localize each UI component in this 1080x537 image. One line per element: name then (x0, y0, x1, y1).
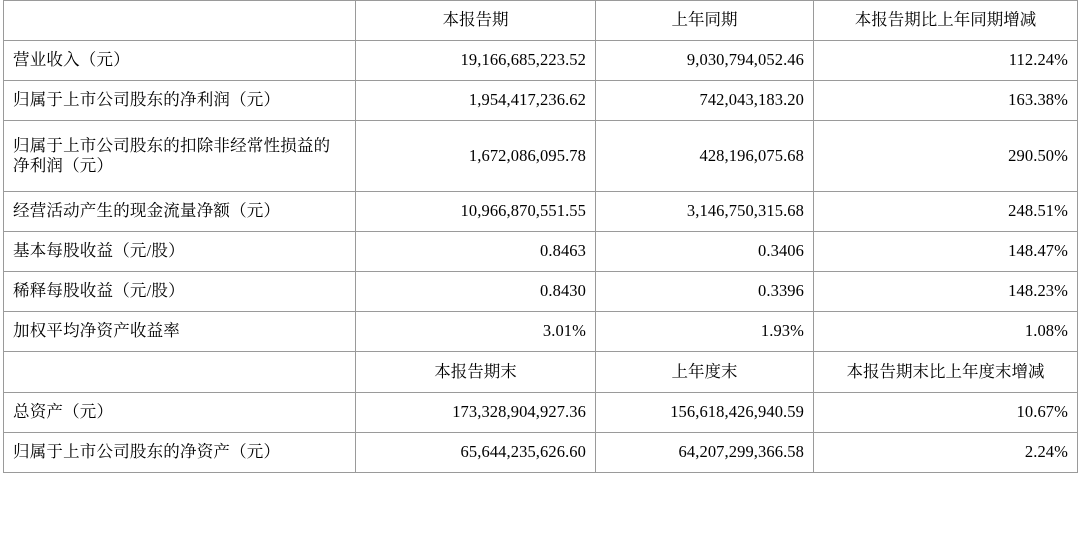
row-value-previous: 1.93% (596, 312, 814, 352)
row-value-change: 148.47% (814, 232, 1078, 272)
row-label: 归属于上市公司股东的净利润（元） (4, 81, 356, 121)
row-value-change: 10.67% (814, 393, 1078, 433)
row-value-current: 3.01% (356, 312, 596, 352)
table-header-row-balance (4, 352, 1078, 393)
table-row (4, 121, 1078, 192)
row-value-change: 112.24% (814, 41, 1078, 81)
table-row (4, 272, 1078, 312)
header-cell-current-period-end: 本报告期末 (356, 352, 596, 393)
row-value-previous: 9,030,794,052.46 (596, 41, 814, 81)
row-label: 基本每股收益（元/股） (4, 232, 356, 272)
row-value-previous: 0.3406 (596, 232, 814, 272)
row-value-previous: 428,196,075.68 (596, 121, 814, 192)
row-value-previous: 156,618,426,940.59 (596, 393, 814, 433)
row-label: 总资产（元） (4, 393, 356, 433)
table-row (4, 192, 1078, 232)
header-cell-prior-year-end: 上年度末 (596, 352, 814, 393)
table-row (4, 312, 1078, 352)
header-cell-period-end-change: 本报告期末比上年度末增减 (814, 352, 1078, 393)
row-value-change: 290.50% (814, 121, 1078, 192)
table-row (4, 41, 1078, 81)
row-value-change: 2.24% (814, 433, 1078, 473)
header-cell-prior-period: 上年同期 (596, 1, 814, 41)
row-value-current: 173,328,904,927.36 (356, 393, 596, 433)
row-value-current: 0.8463 (356, 232, 596, 272)
table-row (4, 81, 1078, 121)
table-row (4, 433, 1078, 473)
row-value-current: 0.8430 (356, 272, 596, 312)
row-value-current: 19,166,685,223.52 (356, 41, 596, 81)
header-cell-period-change: 本报告期比上年同期增减 (814, 1, 1078, 41)
row-label: 加权平均净资产收益率 (4, 312, 356, 352)
row-value-current: 1,954,417,236.62 (356, 81, 596, 121)
table-header-row-period (4, 1, 1078, 41)
row-value-current: 1,672,086,095.78 (356, 121, 596, 192)
header-cell-blank-2 (4, 352, 356, 393)
row-value-previous: 3,146,750,315.68 (596, 192, 814, 232)
row-value-change: 248.51% (814, 192, 1078, 232)
row-label: 稀释每股收益（元/股） (4, 272, 356, 312)
header-cell-current-period: 本报告期 (356, 1, 596, 41)
header-cell-blank (4, 1, 356, 41)
row-label: 归属于上市公司股东的扣除非经常性损益的净利润（元） (4, 121, 356, 192)
row-label: 营业收入（元） (4, 41, 356, 81)
row-value-previous: 0.3396 (596, 272, 814, 312)
row-label: 归属于上市公司股东的净资产（元） (4, 433, 356, 473)
row-value-change: 1.08% (814, 312, 1078, 352)
financial-summary-table (3, 0, 1078, 473)
row-value-current: 65,644,235,626.60 (356, 433, 596, 473)
row-value-current: 10,966,870,551.55 (356, 192, 596, 232)
table-row (4, 232, 1078, 272)
row-value-change: 163.38% (814, 81, 1078, 121)
row-value-previous: 742,043,183.20 (596, 81, 814, 121)
table-row (4, 393, 1078, 433)
row-value-previous: 64,207,299,366.58 (596, 433, 814, 473)
row-label: 经营活动产生的现金流量净额（元） (4, 192, 356, 232)
row-value-change: 148.23% (814, 272, 1078, 312)
